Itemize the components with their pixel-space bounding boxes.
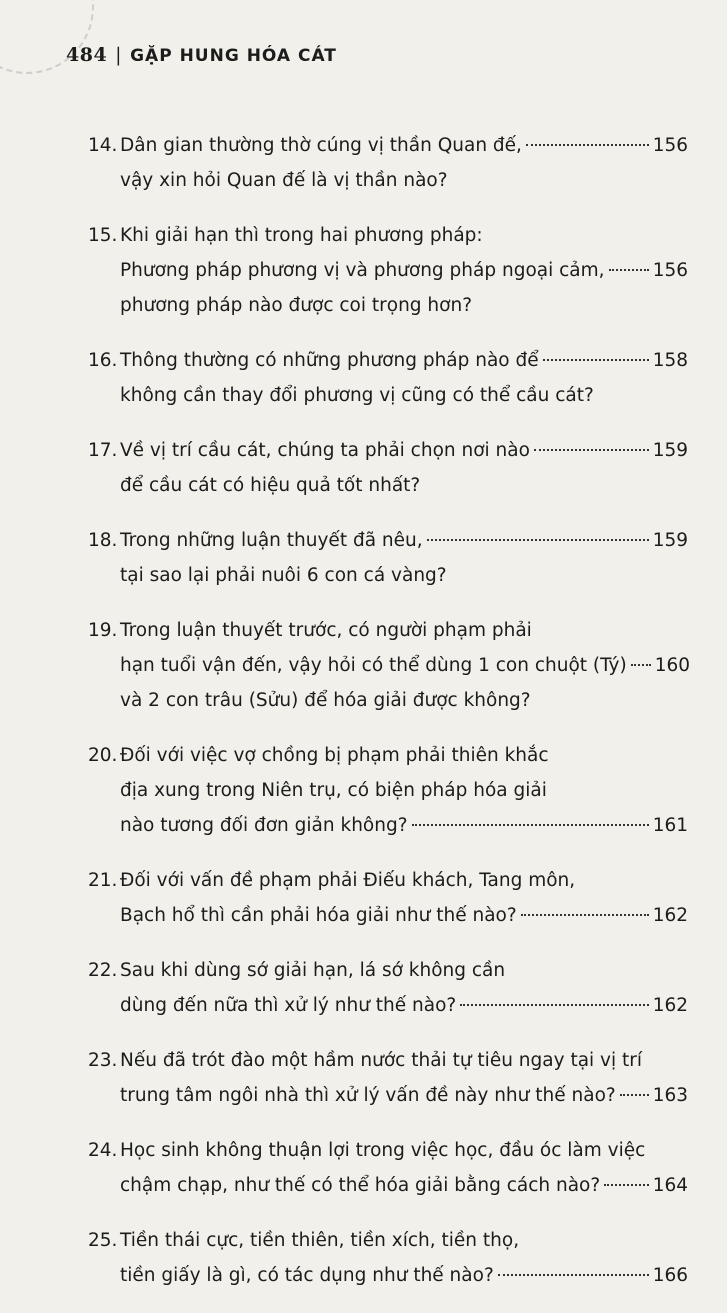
dot-leader — [543, 359, 649, 361]
dot-leader — [427, 539, 649, 541]
toc-entry — [88, 218, 688, 323]
entry-question-text: hạn tuổi vận đến, vậy hỏi có thể dùng 1 con chuột (Tý) — [120, 655, 627, 676]
toc-entry — [88, 1133, 688, 1203]
entry-question-text: để cầu cát có hiệu quả tốt nhất? — [120, 475, 421, 496]
entry-question-text: Trong luận thuyết trước, có người phạm phải — [120, 620, 532, 641]
entry-line — [120, 808, 688, 843]
entry-page-number: 159 — [652, 530, 688, 551]
toc-entry — [88, 613, 691, 718]
entry-question-text: địa xung trong Niên trụ, có biện pháp hóa giải — [120, 780, 547, 801]
entry-question-text: Đối với việc vợ chồng bị phạm phải thiên khắc — [120, 745, 549, 766]
entry-line — [120, 953, 688, 988]
entry-line — [120, 218, 688, 253]
dot-leader — [460, 1004, 648, 1006]
entry-question-text: Trong những luận thuyết đã nêu, — [120, 530, 423, 551]
toc-entry — [88, 1223, 688, 1293]
entry-line — [120, 988, 688, 1023]
entry-question-text: Thông thường có những phương pháp nào để — [120, 350, 539, 371]
entry-question-text: Dân gian thường thờ cúng vị thần Quan đế, — [120, 135, 522, 156]
entry-line — [120, 1168, 688, 1203]
entry-number: 14. — [88, 135, 118, 156]
entry-line — [120, 468, 688, 503]
entry-question-text: trung tâm ngôi nhà thì xử lý vấn đề này như thế nào? — [120, 1085, 616, 1106]
dot-leader — [604, 1184, 648, 1186]
book-title: GẶP HUNG HÓA CÁT — [130, 46, 337, 66]
entry-question-text: Sau khi dùng sớ giải hạn, lá sớ không cần — [120, 960, 506, 981]
dot-leader — [534, 449, 649, 451]
entry-line — [120, 1223, 688, 1258]
entry-page-number: 162 — [652, 995, 688, 1016]
entry-line — [120, 253, 688, 288]
dot-leader — [526, 144, 649, 146]
entry-line — [120, 433, 688, 468]
toc-entry — [88, 863, 688, 933]
entry-question-text: phương pháp nào được coi trọng hơn? — [120, 295, 473, 316]
entry-line — [120, 163, 688, 198]
entry-line — [120, 288, 688, 323]
entry-number: 25. — [88, 1230, 118, 1251]
entry-question-text: Bạch hổ thì cần phải hóa giải như thế nào? — [120, 905, 517, 926]
entry-question-text: và 2 con trâu (Sửu) để hóa giải được không? — [120, 690, 531, 711]
table-of-contents — [88, 128, 691, 1313]
entry-number: 22. — [88, 960, 118, 981]
entry-page-number: 156 — [652, 135, 688, 156]
entry-line — [120, 773, 688, 808]
running-head — [66, 44, 337, 66]
entry-page-number: 164 — [652, 1175, 688, 1196]
toc-entry — [88, 343, 688, 413]
entry-line — [120, 378, 688, 413]
dot-leader — [412, 824, 649, 826]
entry-question-text: Khi giải hạn thì trong hai phương pháp: — [120, 225, 483, 246]
entry-line — [120, 648, 691, 683]
entry-question-text: tiền giấy là gì, có tác dụng như thế nào? — [120, 1265, 494, 1286]
entry-number: 17. — [88, 440, 118, 461]
entry-page-number: 158 — [652, 350, 688, 371]
entry-line — [120, 613, 688, 648]
page-number: 484 — [66, 44, 108, 66]
toc-entry — [88, 953, 688, 1023]
entry-page-number: 163 — [652, 1085, 688, 1106]
entry-page-number: 156 — [652, 260, 688, 281]
entry-number: 18. — [88, 530, 118, 551]
entry-question-text: Tiền thái cực, tiền thiên, tiền xích, tiền thọ, — [120, 1230, 520, 1251]
entry-line — [120, 1078, 688, 1113]
entry-page-number: 160 — [654, 655, 691, 676]
entry-page-number: 161 — [652, 815, 688, 836]
entry-page-number: 162 — [652, 905, 688, 926]
entry-line — [120, 683, 688, 718]
entry-question-text: vậy xin hỏi Quan đế là vị thần nào? — [120, 170, 448, 191]
entry-page-number: 166 — [652, 1265, 688, 1286]
entry-line — [120, 1133, 688, 1168]
entry-question-text: Học sinh không thuận lợi trong việc học, đầu óc làm việc — [120, 1140, 646, 1161]
entry-line — [120, 128, 688, 163]
entry-line — [120, 863, 688, 898]
entry-question-text: tại sao lại phải nuôi 6 con cá vàng? — [120, 565, 447, 586]
entry-page-number: 159 — [652, 440, 688, 461]
dot-leader — [498, 1274, 649, 1276]
entry-question-text: Về vị trí cầu cát, chúng ta phải chọn nơi nào — [120, 440, 530, 461]
entry-line — [120, 738, 688, 773]
entry-question-text: Nếu đã trót đào một hầm nước thải tự tiêu ngay tại vị trí — [120, 1050, 643, 1071]
entry-number: 15. — [88, 225, 118, 246]
entry-number: 24. — [88, 1140, 118, 1161]
dot-leader — [521, 914, 649, 916]
entry-line — [120, 1043, 688, 1078]
dot-leader — [631, 664, 651, 666]
entry-question-text: Đối với vấn đề phạm phải Điếu khách, Tang môn, — [120, 870, 576, 891]
entry-number: 19. — [88, 620, 118, 641]
entry-number: 23. — [88, 1050, 118, 1071]
toc-entry — [88, 523, 688, 593]
entry-number: 21. — [88, 870, 118, 891]
entry-question-text: Phương pháp phương vị và phương pháp ngoại cảm, — [120, 260, 605, 281]
entry-number: 16. — [88, 350, 118, 371]
entry-line — [120, 558, 688, 593]
entry-line — [120, 343, 688, 378]
toc-entry — [88, 433, 688, 503]
entry-number: 20. — [88, 745, 118, 766]
toc-entry — [88, 1043, 688, 1113]
entry-question-text: dùng đến nữa thì xử lý như thế nào? — [120, 995, 457, 1016]
entry-line — [120, 1258, 688, 1293]
toc-entry — [88, 128, 688, 198]
toc-entry — [88, 738, 688, 843]
entry-question-text: nào tương đối đơn giản không? — [120, 815, 408, 836]
dot-leader — [620, 1094, 649, 1096]
entry-question-text: không cần thay đổi phương vị cũng có thể cầu cát? — [120, 385, 594, 406]
header-separator: | — [115, 44, 123, 66]
entry-question-text: chậm chạp, như thế có thể hóa giải bằng cách nào? — [120, 1175, 601, 1196]
dot-leader — [609, 269, 649, 271]
entry-line — [120, 523, 688, 558]
entry-line — [120, 898, 688, 933]
